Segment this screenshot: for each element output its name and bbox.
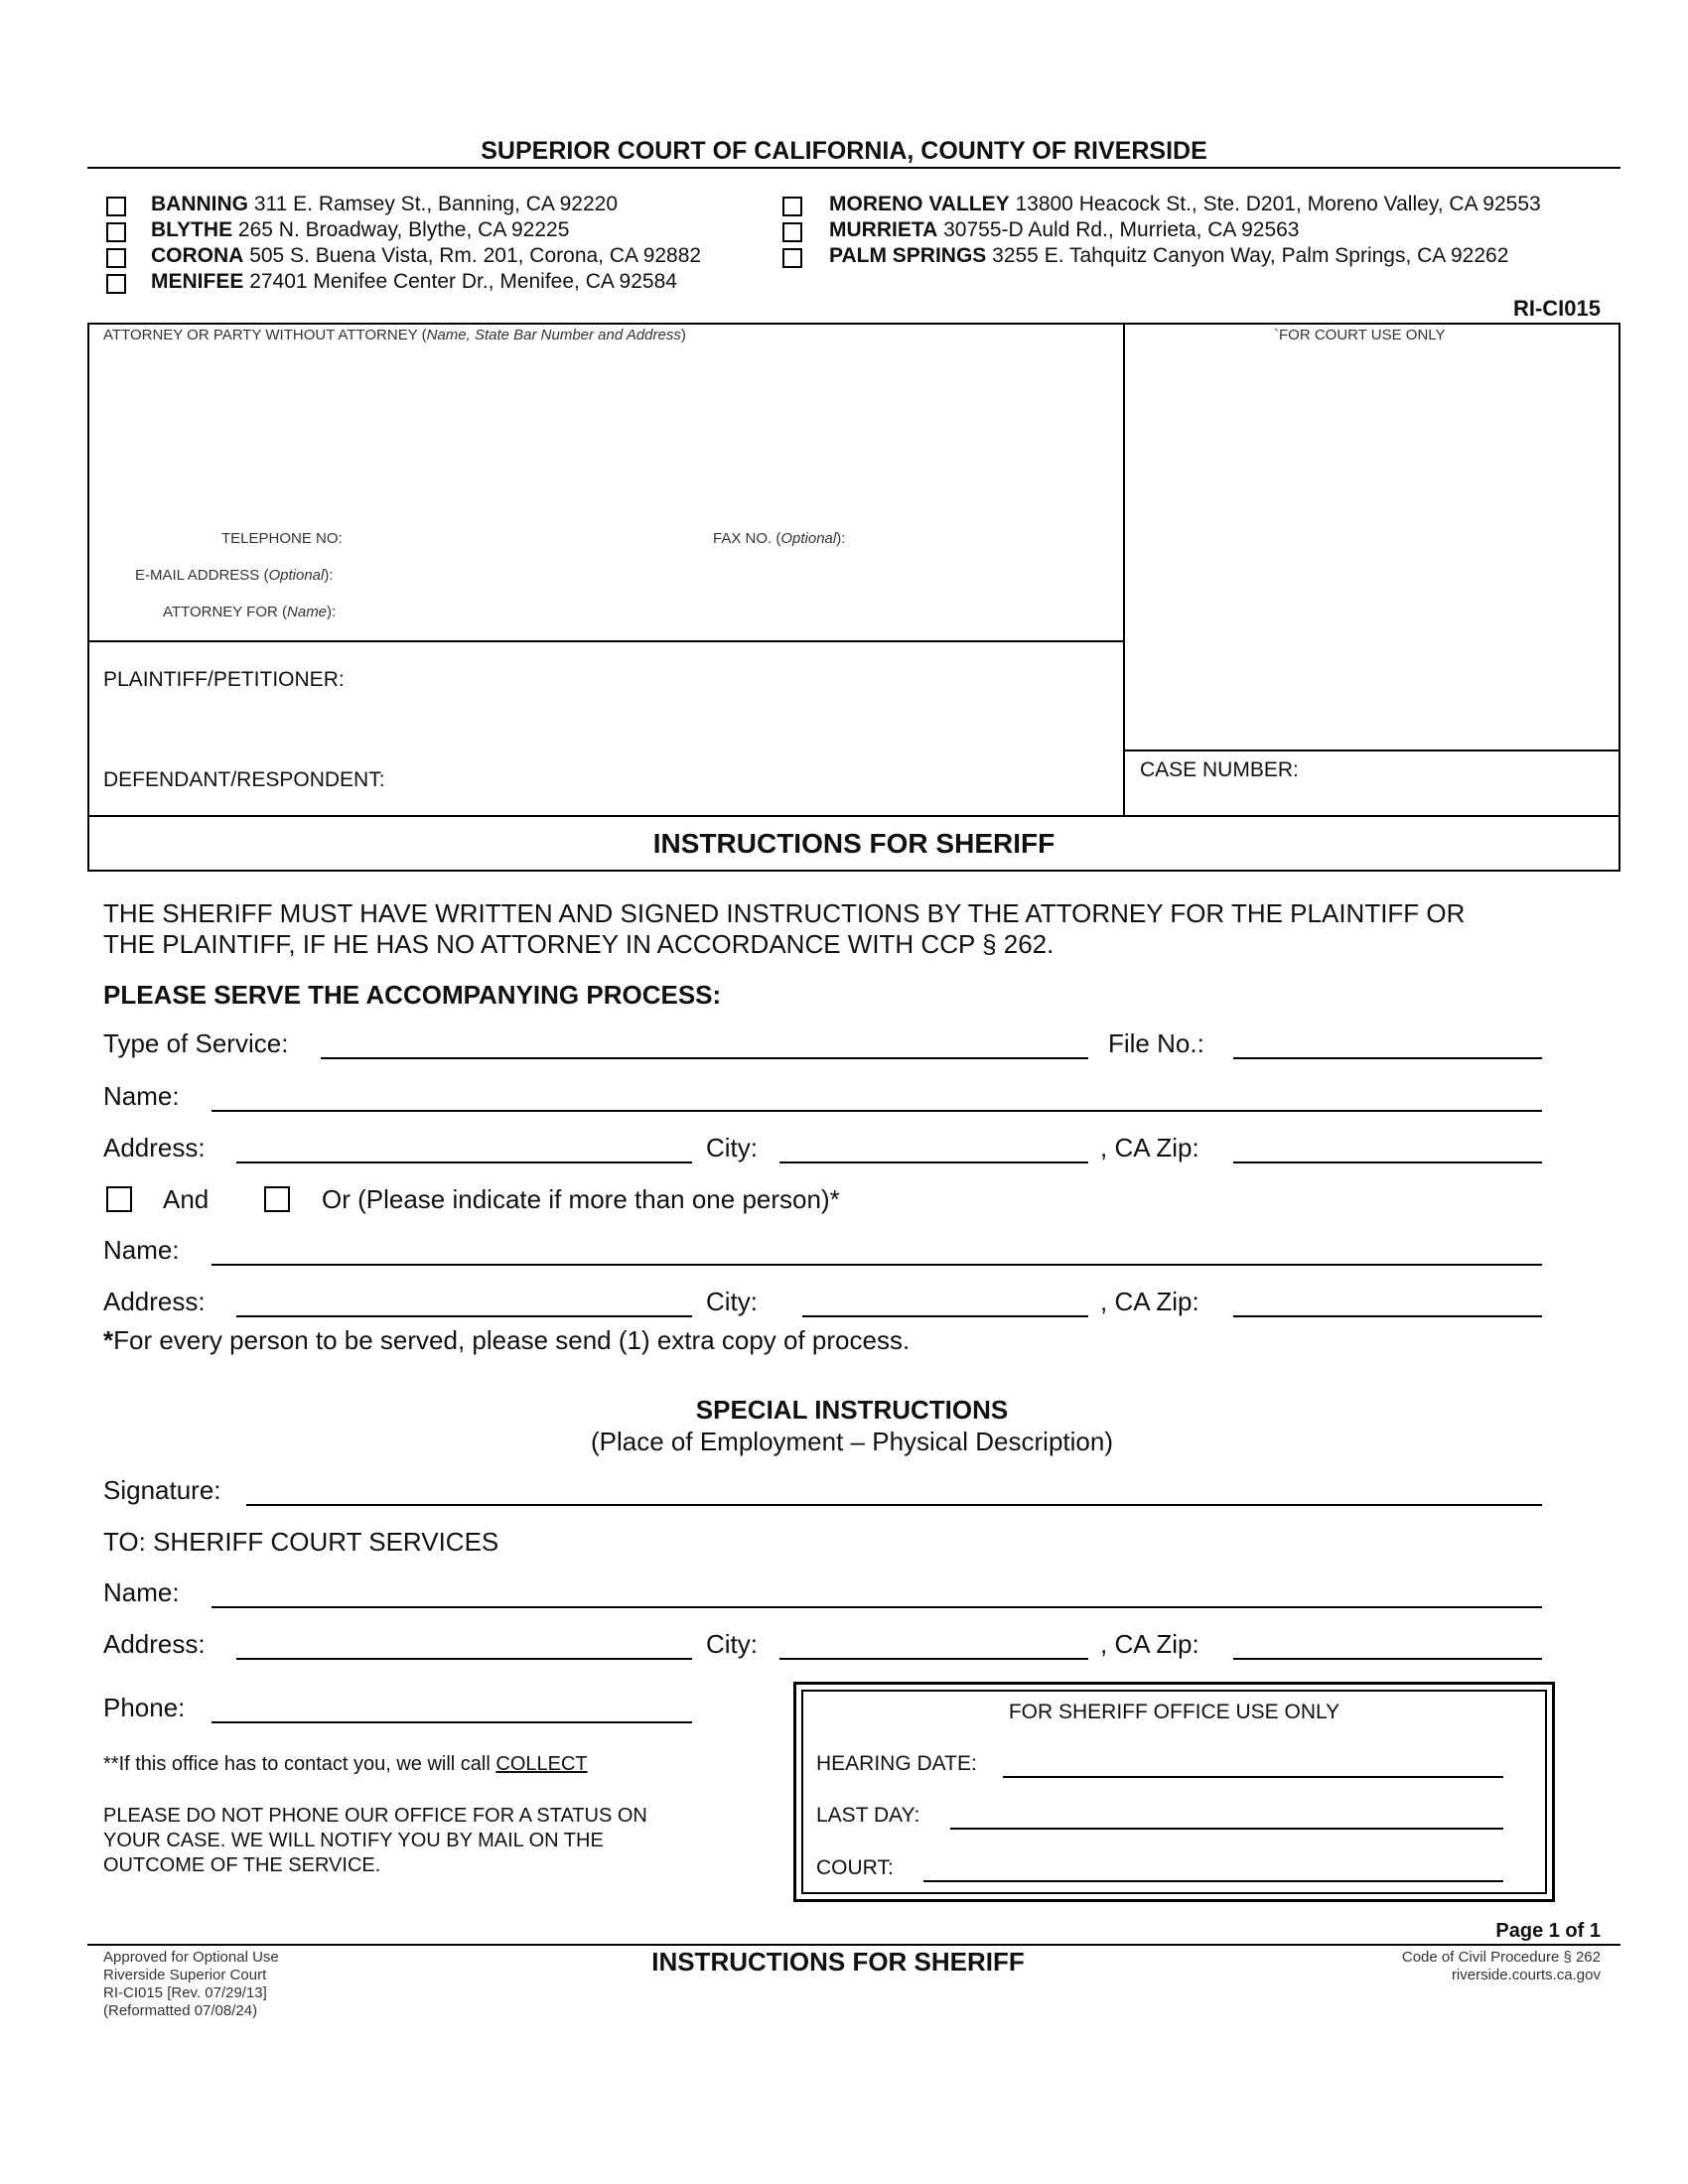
- address-label-3: Address:: [103, 1629, 206, 1659]
- name-field-1[interactable]: [211, 1110, 1542, 1112]
- header-rule: [87, 167, 1620, 169]
- or-checkbox[interactable]: [264, 1186, 290, 1212]
- footer-code: Code of Civil Procedure § 262: [1401, 1949, 1601, 1966]
- page-number: Page 1 of 1: [1495, 1920, 1601, 1942]
- checkbox-moreno-valley[interactable]: [782, 197, 802, 216]
- intro-line-2: THE PLAINTIFF, IF HE HAS NO ATTORNEY IN ACCORDANCE WITH CCP § 262.: [103, 929, 1055, 959]
- special-instructions-sub: (Place of Employment – Physical Description): [591, 1427, 1113, 1456]
- location-moreno-valley: MORENO VALLEY 13800 Heacock St., Ste. D201, Moreno Valley, CA 92553: [829, 193, 1541, 215]
- caption-vertical-divider: [1123, 323, 1125, 816]
- intro-line-1: THE SHERIFF MUST HAVE WRITTEN AND SIGNED INSTRUCTIONS BY THE ATTORNEY FOR THE PLAINTIFF OR: [103, 898, 1466, 928]
- file-no-field[interactable]: [1233, 1057, 1542, 1059]
- approved-line-4: (Reformatted 07/08/24): [103, 2002, 258, 2019]
- last-day-field[interactable]: [950, 1828, 1503, 1830]
- phone-label: Phone:: [103, 1693, 186, 1722]
- court-label: COURT:: [816, 1856, 894, 1879]
- footer-rule: [87, 1944, 1620, 1946]
- location-murrieta: MURRIETA 30755-D Auld Rd., Murrieta, CA 92563: [829, 218, 1300, 241]
- court-title: SUPERIOR COURT OF CALIFORNIA, COUNTY OF RIVERSIDE: [481, 137, 1207, 165]
- city-field-2[interactable]: [802, 1315, 1088, 1317]
- case-number-label: CASE NUMBER:: [1140, 758, 1299, 781]
- case-number-top-rule: [1123, 750, 1620, 751]
- court-field[interactable]: [923, 1880, 1503, 1882]
- name-field-3[interactable]: [211, 1606, 1542, 1608]
- signature-field[interactable]: [246, 1504, 1542, 1506]
- extra-copy-note: *For every person to be served, please send (1) extra copy of process.: [103, 1325, 911, 1355]
- name-label-3: Name:: [103, 1577, 180, 1607]
- city-field-1[interactable]: [779, 1161, 1088, 1163]
- serve-heading: PLEASE SERVE THE ACCOMPANYING PROCESS:: [103, 980, 722, 1010]
- name-label-2: Name:: [103, 1235, 180, 1265]
- or-label: Or (Please indicate if more than one person)*: [322, 1184, 840, 1214]
- email-label: E-MAIL ADDRESS (Optional):: [135, 567, 334, 584]
- city-label-3: City:: [706, 1629, 758, 1659]
- title-band-top-rule: [87, 815, 1620, 817]
- zip-field-2[interactable]: [1233, 1315, 1542, 1317]
- phone-field[interactable]: [211, 1721, 692, 1723]
- type-of-service-label: Type of Service:: [103, 1028, 289, 1058]
- address-field-2[interactable]: [236, 1315, 692, 1317]
- address-field-1[interactable]: [236, 1161, 692, 1163]
- hearing-date-field[interactable]: [1003, 1776, 1503, 1778]
- last-day-label: LAST DAY:: [816, 1804, 920, 1827]
- checkbox-corona[interactable]: [106, 248, 126, 268]
- type-of-service-field[interactable]: [321, 1057, 1088, 1059]
- location-blythe: BLYTHE 265 N. Broadway, Blythe, CA 92225: [151, 218, 570, 241]
- location-corona: CORONA 505 S. Buena Vista, Rm. 201, Corona, CA 92882: [151, 244, 702, 267]
- name-label-1: Name:: [103, 1081, 180, 1111]
- plaintiff-label: PLAINTIFF/PETITIONER:: [103, 668, 345, 691]
- address-field-3[interactable]: [236, 1658, 692, 1660]
- location-banning: BANNING 311 E. Ramsey St., Banning, CA 92220: [151, 193, 619, 215]
- court-use-label: `FOR COURT USE ONLY: [1274, 327, 1446, 343]
- approved-line-2: Riverside Superior Court: [103, 1967, 267, 1983]
- city-label-2: City:: [706, 1287, 758, 1316]
- no-phone-note-3: OUTCOME OF THE SERVICE.: [103, 1854, 381, 1876]
- telephone-label: TELEPHONE NO:: [221, 530, 343, 547]
- checkbox-murrieta[interactable]: [782, 222, 802, 242]
- checkbox-banning[interactable]: [106, 197, 126, 216]
- attorney-label: ATTORNEY OR PARTY WITHOUT ATTORNEY (Name, State Bar Number and Address): [103, 327, 686, 343]
- footer-title: INSTRUCTIONS FOR SHERIFF: [651, 1947, 1025, 1977]
- name-field-2[interactable]: [211, 1264, 1542, 1266]
- signature-label: Signature:: [103, 1475, 221, 1505]
- address-label-1: Address:: [103, 1133, 206, 1162]
- defendant-label: DEFENDANT/RESPONDENT:: [103, 768, 385, 791]
- ca-zip-label-1: , CA Zip:: [1100, 1133, 1199, 1162]
- fax-label: FAX NO. (Optional):: [713, 530, 846, 547]
- zip-field-1[interactable]: [1233, 1161, 1542, 1163]
- and-checkbox[interactable]: [106, 1186, 132, 1212]
- city-field-3[interactable]: [779, 1658, 1088, 1660]
- file-no-label: File No.:: [1108, 1028, 1204, 1058]
- hearing-date-label: HEARING DATE:: [816, 1752, 977, 1775]
- city-label-1: City:: [706, 1133, 758, 1162]
- special-instructions-heading: SPECIAL INSTRUCTIONS: [695, 1395, 1009, 1425]
- approved-line-1: Approved for Optional Use: [103, 1949, 279, 1966]
- checkbox-palm-springs[interactable]: [782, 248, 802, 268]
- no-phone-note-2: YOUR CASE. WE WILL NOTIFY YOU BY MAIL ON THE: [103, 1830, 604, 1851]
- sheriff-box-title: FOR SHERIFF OFFICE USE ONLY: [1008, 1701, 1340, 1723]
- attorney-for-label: ATTORNEY FOR (Name):: [163, 604, 337, 620]
- checkbox-menifee[interactable]: [106, 274, 126, 294]
- attorney-bottom-rule: [87, 640, 1124, 642]
- ca-zip-label-2: , CA Zip:: [1100, 1287, 1199, 1316]
- collect-note: **If this office has to contact you, we will call COLLECT: [103, 1753, 588, 1775]
- no-phone-note-1: PLEASE DO NOT PHONE OUR OFFICE FOR A STATUS ON: [103, 1805, 647, 1827]
- and-label: And: [163, 1184, 210, 1214]
- zip-field-3[interactable]: [1233, 1658, 1542, 1660]
- location-palm-springs: PALM SPRINGS 3255 E. Tahquitz Canyon Way, Palm Springs, CA 92262: [829, 244, 1509, 267]
- ca-zip-label-3: , CA Zip:: [1100, 1629, 1199, 1659]
- form-id: RI-CI015: [1512, 296, 1601, 321]
- footer-site: riverside.courts.ca.gov: [1451, 1967, 1601, 1983]
- checkbox-blythe[interactable]: [106, 222, 126, 242]
- address-label-2: Address:: [103, 1287, 206, 1316]
- approved-line-3: RI-CI015 [Rev. 07/29/13]: [103, 1984, 267, 2001]
- to-sheriff-label: TO: SHERIFF COURT SERVICES: [103, 1527, 499, 1557]
- location-menifee: MENIFEE 27401 Menifee Center Dr., Menifee, CA 92584: [151, 270, 677, 293]
- caption-form-title: INSTRUCTIONS FOR SHERIFF: [652, 828, 1055, 859]
